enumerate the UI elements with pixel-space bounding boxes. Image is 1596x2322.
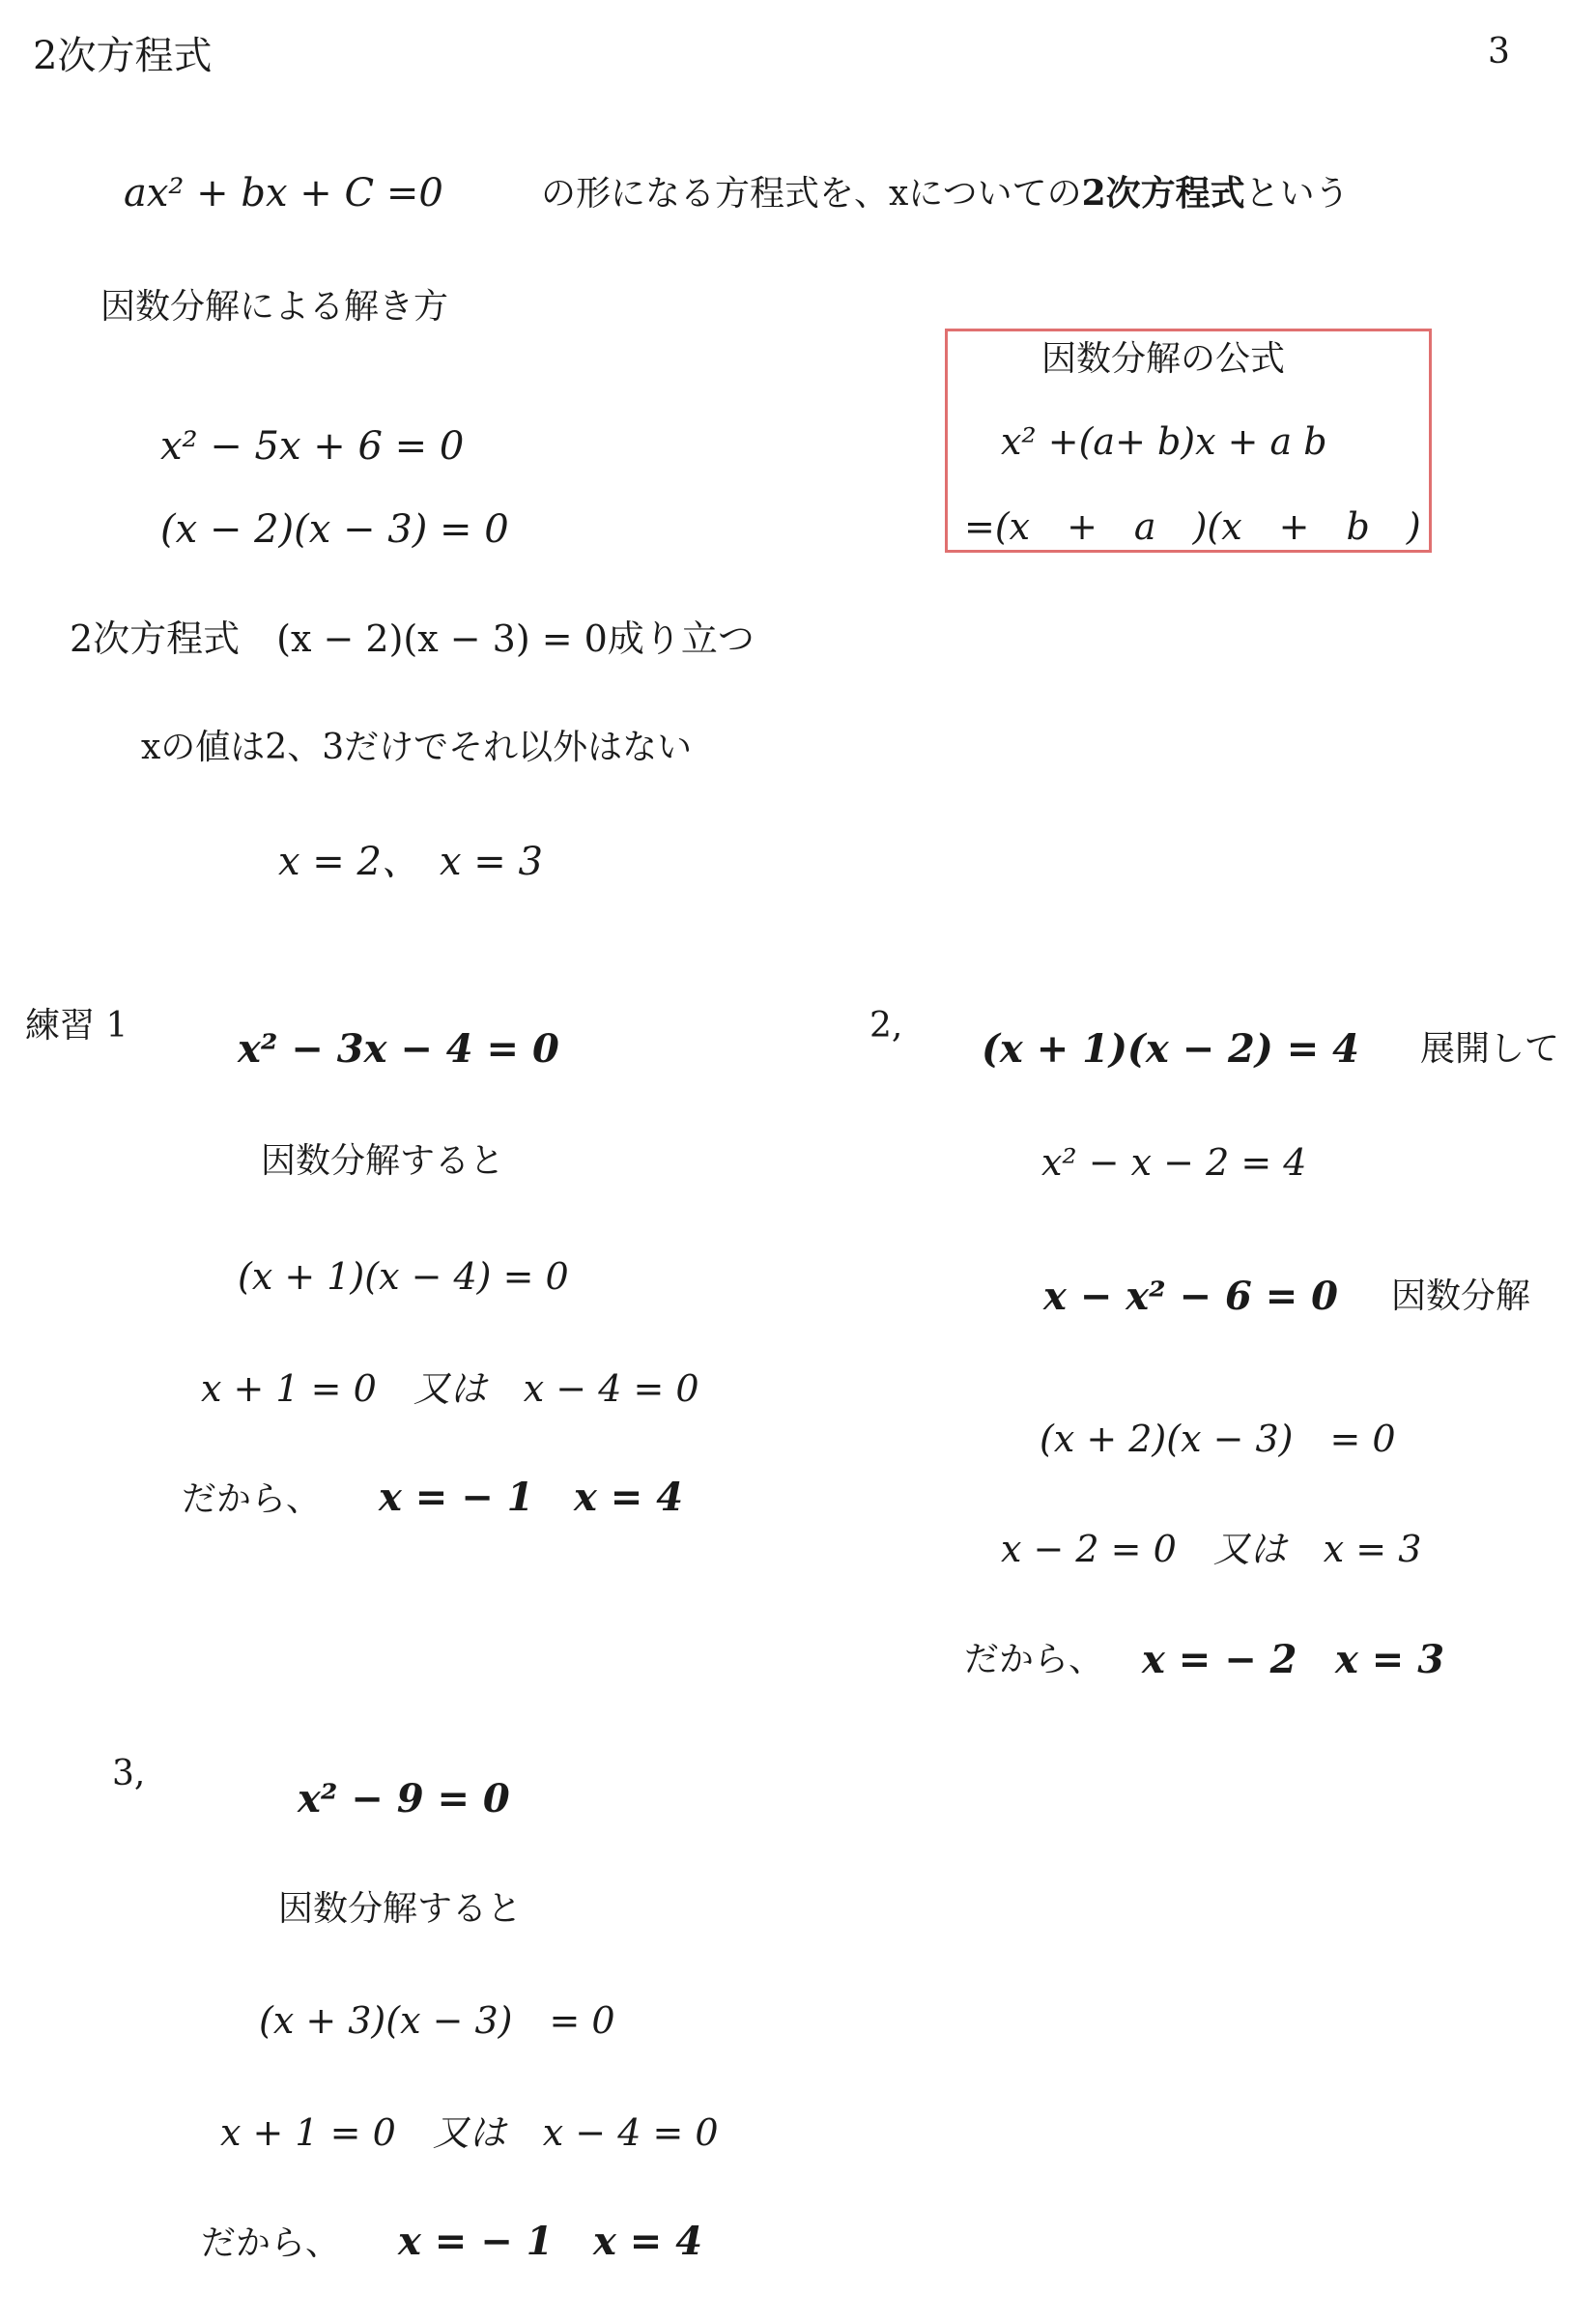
exercise1-cases: x + 1 = 0 又は x − 4 = 0 xyxy=(201,1367,699,1410)
exercise2-factor-text: 因数分解 xyxy=(1391,1276,1531,1316)
exercise3-step-text: 因数分解すると xyxy=(278,1889,523,1929)
exercise1-answer-2: x = 4 xyxy=(574,1475,684,1520)
definition-suffix: という xyxy=(1244,174,1350,214)
exercise2-factored: (x + 2)(x − 3) = 0 xyxy=(1040,1418,1396,1460)
example-equation: x² − 5x + 6 = 0 xyxy=(160,424,465,469)
exercise2-equation: (x + 1)(x − 2) = 4 xyxy=(982,1026,1359,1072)
exercise2-therefore: だから、 xyxy=(964,1640,1104,1679)
exercise2-label: 2, xyxy=(869,1006,903,1046)
exercise3-therefore: だから、 xyxy=(201,2223,341,2263)
definition-prefix: の形になる方程式を、xについての xyxy=(541,174,1082,214)
exercise1-factored: (x + 1)(x − 4) = 0 xyxy=(238,1255,569,1298)
example-values-text: xの値は2、3だけでそれ以外はない xyxy=(141,728,693,767)
exercise2-answer-2: x = 3 xyxy=(1335,1637,1445,1682)
exercise1-step-text: 因数分解すると xyxy=(261,1141,505,1181)
definition-text xyxy=(541,173,1350,214)
method-heading: 因数分解による解き方 xyxy=(100,287,449,327)
formula-line-2: =(x + a )(x + b ) xyxy=(964,505,1421,548)
example-solution: x = 2、 x = 3 xyxy=(278,840,543,884)
exercise1-label: 練習 1 xyxy=(25,1006,128,1046)
formula-box-title: 因数分解の公式 xyxy=(1041,339,1286,379)
exercise2-answer-1: x = − 2 xyxy=(1142,1637,1297,1682)
exercise1-equation: x² − 3x − 4 = 0 xyxy=(238,1026,559,1072)
exercise3-equation: x² − 9 = 0 xyxy=(298,1776,510,1821)
exercise2-cases: x − 2 = 0 又は x = 3 xyxy=(1001,1528,1422,1570)
definition-term: 2次方程式 xyxy=(1081,173,1245,214)
general-form-equation: ax² + bx + C =0 xyxy=(124,171,443,215)
page-title: 2次方程式 xyxy=(33,34,213,78)
exercise2-expanded: x² − x − 2 = 4 xyxy=(1041,1141,1307,1184)
page-number: 3 xyxy=(1488,32,1510,72)
exercise3-label: 3, xyxy=(112,1754,146,1793)
example-factored: (x − 2)(x − 3) = 0 xyxy=(160,507,509,552)
exercise3-cases: x + 1 = 0 又は x − 4 = 0 xyxy=(220,2111,719,2154)
exercise2-expand-text: 展開して xyxy=(1420,1029,1560,1069)
formula-line-1: x² +(a+ b)x + a b xyxy=(1001,420,1327,463)
exercise1-therefore: だから、 xyxy=(182,1479,322,1519)
exercise2-rearranged: x − x² − 6 = 0 xyxy=(1043,1274,1338,1319)
exercise3-answer-2: x = 4 xyxy=(593,2219,703,2264)
exercise3-answer-1: x = − 1 xyxy=(398,2219,554,2264)
example-statement: 2次方程式 (x − 2)(x − 3) = 0成り立つ xyxy=(70,617,755,660)
exercise1-answer-1: x = − 1 xyxy=(379,1475,534,1520)
exercise3-factored: (x + 3)(x − 3) = 0 xyxy=(259,1999,615,2042)
